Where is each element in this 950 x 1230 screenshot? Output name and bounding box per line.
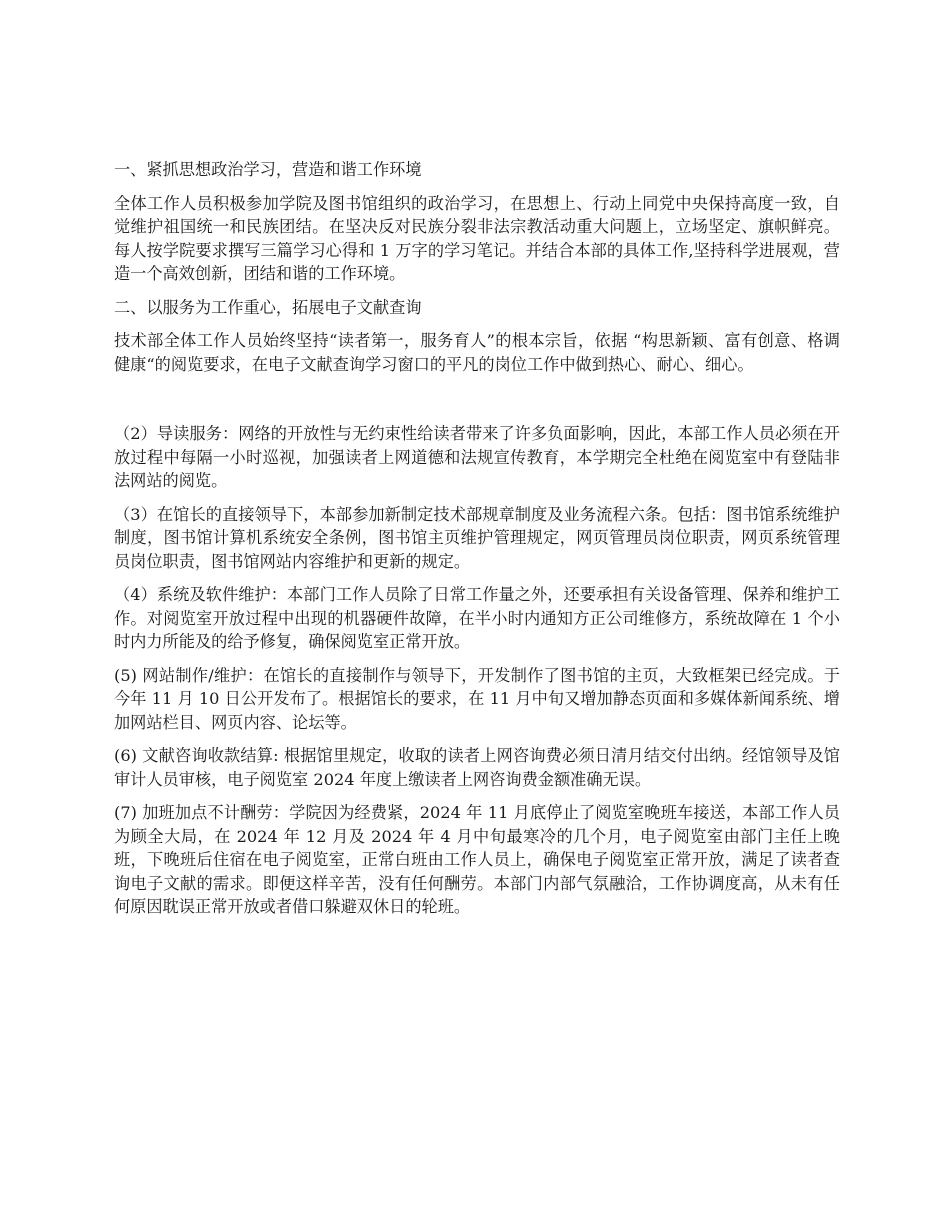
section-spacer [114, 386, 840, 422]
paragraph-item-3-regulations: （3）在馆长的直接领导下，本部参加新制定技术部规章制度及业务流程六条。包括：图书馆系统维护制度，图书馆计算机系统安全条例，图书馆主页维护管理规定，网页管理员岗位职责，网页系统管理员岗位职责，图书馆网站内容维护和更新的规定。 [114, 504, 840, 571]
paragraph-item-5-website: (5) 网站制作/维护：在馆长的直接制作与领导下，开发制作了图书馆的主页，大致框架已经完成。于今年 11 月 10 日公开发布了。根据馆长的要求，在 11 月中旬又增加静态页面和多媒体新闻系统、增加网站栏目、网页内容、论坛等。 [114, 665, 840, 732]
paragraph-item-4-maintenance: （4）系统及软件维护：本部门工作人员除了日常工作量之外，还要承担有关设备管理、保养和维护工作。对阅览室开放过程中出现的机器硬件故障，在半小时内通知方正公司维修方，系统故障在 1 个小时内力所能及的给予修复，确保阅览室正常开放。 [114, 585, 840, 651]
paragraph-item-7-overtime: (7) 加班加点不计酬劳：学院因为经费紧，2024 年 11 月底停止了阅览室晚班车接送，本部工作人员为顾全大局，在 2024 年 12 月及 2024 年 4 月中旬最寒冷的几个月，电子阅览室由部门主任上晚班，下晚班后住宿在电子阅览室，正常白班由工作人员上，确保电子阅览室正常开放，满足了读者查询电子文献的需求。即便这样辛苦，没有任何酬劳。本部门内部气氛融洽，工作协调度高，从未有任何原因耽误正常开放或者借口躲避双休日的轮班。 [114, 803, 840, 916]
paragraph-political-study: 全体工作人员积极参加学院及图书馆组织的政治学习，在思想上、行动上同党中央保持高度一致，自觉维护祖国统一和民族团结。在坚决反对民族分裂非法宗教活动重大问题上，立场坚定、旗帜鲜亮。每人按学院要求撰写三篇学习心得和 1 万字的学习笔记。并结合本部的具体工作,坚持科学进展观，营造一个高效创新，团结和谐的工作环境。 [114, 193, 840, 283]
paragraph-service-focus: 技术部全体工作人员始终坚持“读者第一，服务育人”的根本宗旨，依据 “构思新颖、富有创意、格调健康“的阅览要求，在电子文献查询学习窗口的平凡的岗位工作中做到热心、耐心、细心。 [114, 331, 840, 374]
section-heading-service-focus: 二、以服务为工作重心，拓展电子文献查询 [114, 297, 422, 317]
document-body [114, 158, 840, 929]
paragraph-item-2-reading-guide: （2）导读服务：网络的开放性与无约束性给读者带来了许多负面影响，因此，本部工作人员必须在开放过程中每隔一小时巡视，加强读者上网道德和法规宣传教育，本学期完全杜绝在阅览室中有登陆非法网站的阅览。 [114, 424, 840, 490]
section-heading-political-study: 一、紧抓思想政治学习，营造和谐工作环境 [114, 160, 422, 179]
paragraph-item-6-billing: (6) 文献咨询收款结算: 根据馆里规定，收取的读者上网咨询费必须日清月结交付出纳。经馆领导及馆审计人员审核，电子阅览室 2024 年度上缴读者上网咨询费金额准确无误。 [114, 746, 840, 789]
